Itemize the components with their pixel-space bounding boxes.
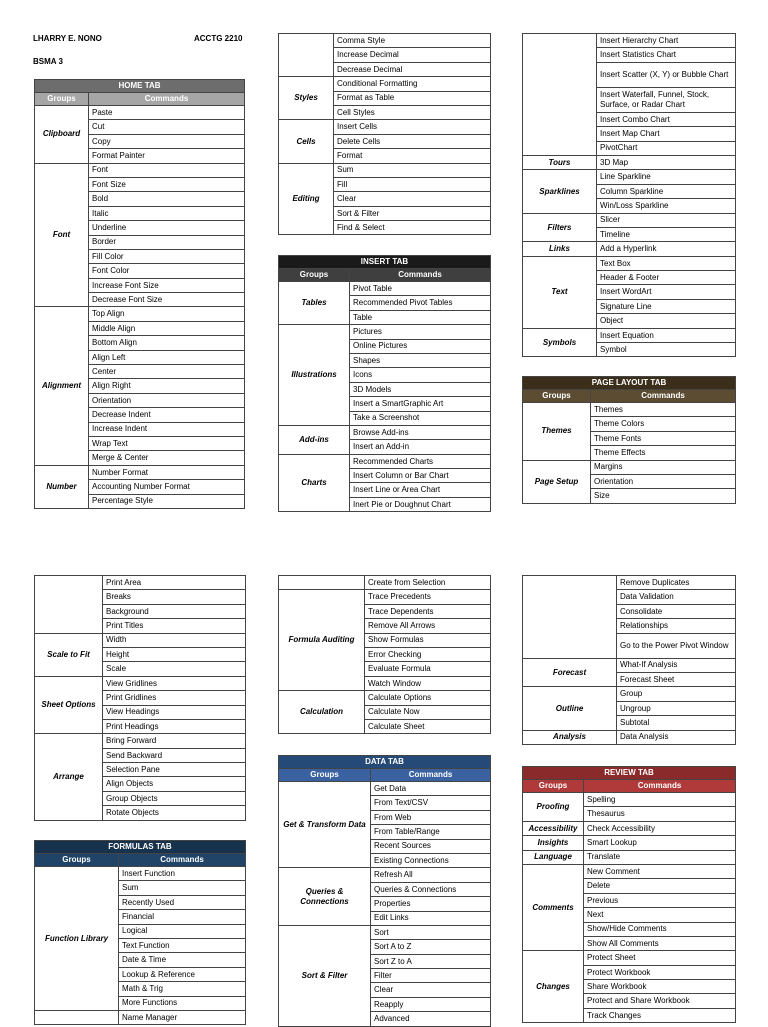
table-row — [35, 734, 246, 748]
table-page-layout-tab — [522, 376, 736, 504]
tab-title: INSERT TAB — [279, 256, 491, 269]
tab-title: PAGE LAYOUT TAB — [523, 377, 736, 390]
groups-header: Groups — [35, 93, 89, 106]
command-cell: Insert a SmartGraphic Art — [350, 397, 491, 411]
group-name — [35, 1010, 119, 1024]
command-cell: Comma Style — [334, 34, 491, 48]
command-cell: Thesaurus — [584, 807, 736, 821]
command-cell: Refresh All — [371, 868, 491, 882]
command-cell: Percentage Style — [89, 494, 245, 508]
table-row — [523, 403, 736, 417]
group-name: Tables — [279, 282, 350, 325]
command-cell: Share Workbook — [584, 980, 736, 994]
group-name: Comments — [523, 864, 584, 950]
command-cell: Sort A to Z — [371, 940, 491, 954]
command-cell: Clear — [334, 192, 491, 206]
command-cell: Paste — [89, 106, 245, 120]
group-name: Page Setup — [523, 460, 591, 503]
table-row — [523, 460, 736, 474]
tab-title: FORMULAS TAB — [35, 841, 246, 854]
table-row — [523, 793, 736, 807]
table-row — [279, 120, 491, 134]
command-cell: Financial — [119, 910, 246, 924]
command-cell: Background — [103, 604, 246, 618]
group-name — [35, 576, 103, 634]
command-cell: Show Formulas — [365, 633, 491, 647]
group-name: Insights — [523, 836, 584, 850]
table-row — [35, 307, 245, 321]
command-cell: Relationships — [617, 619, 736, 633]
table-row — [523, 951, 736, 965]
command-cell: Insert Combo Chart — [597, 112, 736, 126]
table-row — [279, 425, 491, 439]
group-name: Queries & Connections — [279, 868, 371, 926]
group-name — [279, 576, 365, 590]
command-cell: Insert Function — [119, 867, 246, 881]
command-cell: Create from Selection — [365, 576, 491, 590]
table-insert-tab — [278, 255, 491, 512]
tab-title: REVIEW TAB — [523, 767, 736, 780]
command-cell: What-If Analysis — [617, 658, 736, 672]
command-cell: Bottom Align — [89, 336, 245, 350]
command-cell: Size — [591, 489, 736, 503]
group-name — [523, 34, 597, 156]
table-formulas-cont — [278, 575, 491, 734]
command-cell: Pictures — [350, 325, 491, 339]
command-cell: Print Area — [103, 576, 246, 590]
command-cell: Take a Screenshot — [350, 411, 491, 425]
command-cell: Orientation — [89, 393, 245, 407]
group-name: Links — [523, 242, 597, 256]
command-cell: 3D Models — [350, 382, 491, 396]
group-name: Alignment — [35, 307, 89, 465]
command-cell: Recommended Charts — [350, 454, 491, 468]
command-cell: Middle Align — [89, 321, 245, 335]
group-name: Themes — [523, 403, 591, 461]
command-cell: Inert Pie or Doughnut Chart — [350, 497, 491, 511]
command-cell: Width — [103, 633, 246, 647]
commands-header: Commands — [584, 780, 736, 793]
group-name: Illustrations — [279, 325, 350, 426]
command-cell: Group — [617, 687, 736, 701]
command-cell: Ungroup — [617, 701, 736, 715]
command-cell: Advanced — [371, 1012, 491, 1026]
command-cell: Merge & Center — [89, 451, 245, 465]
group-name: Changes — [523, 951, 584, 1023]
command-cell: Fill Color — [89, 249, 245, 263]
command-cell: Slicer — [597, 213, 736, 227]
command-cell: Header & Footer — [597, 271, 736, 285]
table-review-tab — [522, 766, 736, 1023]
table-row — [35, 1010, 246, 1024]
command-cell: Remove All Arrows — [365, 619, 491, 633]
command-cell: Recommended Pivot Tables — [350, 296, 491, 310]
groups-header: Groups — [35, 854, 119, 867]
table-row — [523, 256, 736, 270]
command-cell: Name Manager — [119, 1010, 246, 1024]
command-cell: Pivot Table — [350, 282, 491, 296]
command-cell: Trace Dependents — [365, 604, 491, 618]
command-cell: Conditional Formatting — [334, 77, 491, 91]
student-name: LHARRY E. NONO — [33, 34, 102, 43]
command-cell: Lookup & Reference — [119, 967, 246, 981]
command-cell: Queries & Connections — [371, 882, 491, 896]
table-row — [279, 34, 491, 48]
command-cell: Align Left — [89, 350, 245, 364]
command-cell: Sum — [119, 881, 246, 895]
table-row — [279, 282, 491, 296]
command-cell: Rotate Objects — [103, 806, 246, 820]
table-row — [279, 691, 491, 705]
table-row — [523, 836, 736, 850]
table-row — [35, 465, 245, 479]
command-cell: Font — [89, 163, 245, 177]
command-cell: Sum — [334, 163, 491, 177]
command-cell: Send Backward — [103, 748, 246, 762]
command-cell: Smart Lookup — [584, 836, 736, 850]
groups-header: Groups — [279, 769, 371, 782]
command-cell: Insert WordArt — [597, 285, 736, 299]
command-cell: Increase Decimal — [334, 48, 491, 62]
table-row — [279, 325, 491, 339]
table-insert-cont — [522, 33, 736, 357]
table-data-cont — [522, 575, 736, 745]
command-cell: Insert Scatter (X, Y) or Bubble Chart — [597, 62, 736, 87]
command-cell: Forecast Sheet — [617, 672, 736, 686]
command-cell: Fill — [334, 177, 491, 191]
command-cell: Subtotal — [617, 716, 736, 730]
table-row — [523, 242, 736, 256]
commands-header: Commands — [119, 854, 246, 867]
table-row — [279, 163, 491, 177]
table-row — [279, 454, 491, 468]
group-name: Accessibility — [523, 821, 584, 835]
command-cell: Sort — [371, 925, 491, 939]
command-cell: Print Headings — [103, 719, 246, 733]
table-row — [35, 576, 246, 590]
table-data-tab — [278, 755, 491, 1027]
command-cell: PivotChart — [597, 141, 736, 155]
table-row — [279, 868, 491, 882]
command-cell: Underline — [89, 221, 245, 235]
command-cell: Recently Used — [119, 895, 246, 909]
command-cell: Format as Table — [334, 91, 491, 105]
table-home-tab — [34, 79, 245, 509]
command-cell: From Web — [371, 810, 491, 824]
groups-header: Groups — [523, 780, 584, 793]
command-cell: Signature Line — [597, 299, 736, 313]
command-cell: Table — [350, 310, 491, 324]
group-name: Forecast — [523, 658, 617, 687]
table-home-cont — [278, 33, 491, 235]
command-cell: Object — [597, 314, 736, 328]
table-row — [279, 590, 491, 604]
command-cell: Decrease Decimal — [334, 62, 491, 76]
table-pagelayout-cont — [34, 575, 246, 821]
command-cell: Cut — [89, 120, 245, 134]
command-cell: Watch Window — [365, 676, 491, 690]
command-cell: From Text/CSV — [371, 796, 491, 810]
command-cell: Error Checking — [365, 647, 491, 661]
command-cell: Show/Hide Comments — [584, 922, 736, 936]
command-cell: Insert Cells — [334, 120, 491, 134]
group-name: Outline — [523, 687, 617, 730]
group-name — [279, 34, 334, 77]
tab-title: HOME TAB — [35, 80, 245, 93]
command-cell: Insert Equation — [597, 328, 736, 342]
table-row — [523, 213, 736, 227]
group-name: Sheet Options — [35, 676, 103, 734]
command-cell: Math & Trig — [119, 982, 246, 996]
command-cell: More Functions — [119, 996, 246, 1010]
command-cell: 3D Map — [597, 155, 736, 169]
group-name: Filters — [523, 213, 597, 242]
command-cell: Reapply — [371, 997, 491, 1011]
command-cell: Theme Effects — [591, 446, 736, 460]
group-name: Analysis — [523, 730, 617, 744]
command-cell: Trace Precedents — [365, 590, 491, 604]
command-cell: Wrap Text — [89, 436, 245, 450]
command-cell: Theme Fonts — [591, 431, 736, 445]
command-cell: Online Pictures — [350, 339, 491, 353]
command-cell: Print Gridlines — [103, 691, 246, 705]
command-cell: Align Right — [89, 379, 245, 393]
table-row — [35, 676, 246, 690]
command-cell: Spelling — [584, 793, 736, 807]
command-cell: Win/Loss Sparkline — [597, 199, 736, 213]
command-cell: Insert Waterfall, Funnel, Stock, Surface, or Radar Chart — [597, 87, 736, 112]
command-cell: Italic — [89, 206, 245, 220]
command-cell: Clear — [371, 983, 491, 997]
command-cell: Date & Time — [119, 953, 246, 967]
command-cell: Data Validation — [617, 590, 736, 604]
group-name: Add-ins — [279, 425, 350, 454]
command-cell: Selection Pane — [103, 763, 246, 777]
command-cell: Insert Column or Bar Chart — [350, 469, 491, 483]
command-cell: Insert an Add-in — [350, 440, 491, 454]
table-row — [523, 730, 736, 744]
group-name: Cells — [279, 120, 334, 163]
command-cell: Check Accessibility — [584, 821, 736, 835]
table-row — [523, 687, 736, 701]
command-cell: Decrease Font Size — [89, 293, 245, 307]
group-name: Get & Transform Data — [279, 782, 371, 868]
command-cell: Font Size — [89, 177, 245, 191]
command-cell: Sort & Filter — [334, 206, 491, 220]
table-row — [523, 155, 736, 169]
section: BSMA 3 — [33, 57, 63, 66]
table-row — [523, 821, 736, 835]
command-cell: Consolidate — [617, 604, 736, 618]
command-cell: Filter — [371, 969, 491, 983]
command-cell: Insert Hierarchy Chart — [597, 34, 736, 48]
command-cell: Group Objects — [103, 791, 246, 805]
command-cell: Top Align — [89, 307, 245, 321]
group-name: Font — [35, 163, 89, 307]
command-cell: Protect Sheet — [584, 951, 736, 965]
groups-header: Groups — [279, 269, 350, 282]
command-cell: Accounting Number Format — [89, 480, 245, 494]
group-name: Arrange — [35, 734, 103, 820]
command-cell: View Headings — [103, 705, 246, 719]
command-cell: Decrease Indent — [89, 408, 245, 422]
group-name: Text — [523, 256, 597, 328]
group-name: Sparklines — [523, 170, 597, 213]
command-cell: Delete — [584, 879, 736, 893]
group-name: Styles — [279, 77, 334, 120]
command-cell: Increase Indent — [89, 422, 245, 436]
command-cell: From Table/Range — [371, 825, 491, 839]
command-cell: Delete Cells — [334, 134, 491, 148]
command-cell: Protect and Share Workbook — [584, 994, 736, 1008]
group-name: Calculation — [279, 691, 365, 734]
table-row — [523, 170, 736, 184]
course-code: ACCTG 2210 — [194, 34, 243, 43]
command-cell: Data Analysis — [617, 730, 736, 744]
group-name: Tours — [523, 155, 597, 169]
command-cell: Orientation — [591, 474, 736, 488]
command-cell: Timeline — [597, 227, 736, 241]
command-cell: Align Objects — [103, 777, 246, 791]
command-cell: View Gridlines — [103, 676, 246, 690]
command-cell: Protect Workbook — [584, 965, 736, 979]
command-cell: Calculate Sheet — [365, 719, 491, 733]
command-cell: Themes — [591, 403, 736, 417]
command-cell: Bring Forward — [103, 734, 246, 748]
group-name: Symbols — [523, 328, 597, 357]
command-cell: Number Format — [89, 465, 245, 479]
table-row — [523, 576, 736, 590]
command-cell: Icons — [350, 368, 491, 382]
groups-header: Groups — [523, 390, 591, 403]
command-cell: Copy — [89, 134, 245, 148]
command-cell: Column Sparkline — [597, 184, 736, 198]
group-name: Charts — [279, 454, 350, 512]
command-cell: Next — [584, 908, 736, 922]
command-cell: Format — [334, 149, 491, 163]
command-cell: Add a Hyperlink — [597, 242, 736, 256]
group-name: Editing — [279, 163, 334, 235]
table-row — [35, 867, 246, 881]
group-name: Scale to Fit — [35, 633, 103, 676]
table-row — [523, 34, 736, 48]
command-cell: Show All Comments — [584, 936, 736, 950]
table-row — [35, 633, 246, 647]
command-cell: Properties — [371, 897, 491, 911]
command-cell: Evaluate Formula — [365, 662, 491, 676]
command-cell: Symbol — [597, 343, 736, 357]
table-row — [279, 576, 491, 590]
group-name: Number — [35, 465, 89, 508]
command-cell: Edit Links — [371, 911, 491, 925]
command-cell: Sort Z to A — [371, 954, 491, 968]
table-row — [523, 850, 736, 864]
commands-header: Commands — [350, 269, 491, 282]
command-cell: Theme Colors — [591, 417, 736, 431]
table-row — [279, 782, 491, 796]
command-cell: Font Color — [89, 264, 245, 278]
command-cell: Insert Map Chart — [597, 127, 736, 141]
table-row — [523, 864, 736, 878]
table-row — [279, 925, 491, 939]
command-cell: Get Data — [371, 782, 491, 796]
commands-header: Commands — [371, 769, 491, 782]
command-cell: Center — [89, 365, 245, 379]
command-cell: Existing Connections — [371, 853, 491, 867]
commands-header: Commands — [89, 93, 245, 106]
command-cell: Insert Statistics Chart — [597, 48, 736, 62]
command-cell: Find & Select — [334, 221, 491, 235]
command-cell: Insert Line or Area Chart — [350, 483, 491, 497]
table-row — [35, 106, 245, 120]
command-cell: Margins — [591, 460, 736, 474]
command-cell: Track Changes — [584, 1008, 736, 1022]
command-cell: Text Box — [597, 256, 736, 270]
group-name: Language — [523, 850, 584, 864]
command-cell: Calculate Now — [365, 705, 491, 719]
group-name: Clipboard — [35, 106, 89, 164]
command-cell: Text Function — [119, 938, 246, 952]
group-name: Proofing — [523, 793, 584, 822]
command-cell: Scale — [103, 662, 246, 676]
command-cell: Height — [103, 647, 246, 661]
table-row — [279, 77, 491, 91]
command-cell: Go to the Power Pivot Window — [617, 633, 736, 658]
command-cell: Remove Duplicates — [617, 576, 736, 590]
group-name: Formula Auditing — [279, 590, 365, 691]
command-cell: Logical — [119, 924, 246, 938]
command-cell: Border — [89, 235, 245, 249]
command-cell: Previous — [584, 893, 736, 907]
group-name: Sort & Filter — [279, 925, 371, 1026]
command-cell: Breaks — [103, 590, 246, 604]
table-row — [35, 163, 245, 177]
command-cell: Shapes — [350, 353, 491, 367]
table-row — [523, 658, 736, 672]
command-cell: Cell Styles — [334, 105, 491, 119]
group-name — [523, 576, 617, 659]
table-row — [523, 328, 736, 342]
command-cell: Line Sparkline — [597, 170, 736, 184]
command-cell: Browse Add-ins — [350, 425, 491, 439]
group-name: Function Library — [35, 867, 119, 1011]
table-formulas-tab — [34, 840, 246, 1025]
command-cell: Recent Sources — [371, 839, 491, 853]
command-cell: New Comment — [584, 864, 736, 878]
command-cell: Format Painter — [89, 149, 245, 163]
command-cell: Translate — [584, 850, 736, 864]
command-cell: Print Titles — [103, 619, 246, 633]
command-cell: Increase Font Size — [89, 278, 245, 292]
command-cell: Bold — [89, 192, 245, 206]
commands-header: Commands — [591, 390, 736, 403]
tab-title: DATA TAB — [279, 756, 491, 769]
command-cell: Calculate Options — [365, 691, 491, 705]
